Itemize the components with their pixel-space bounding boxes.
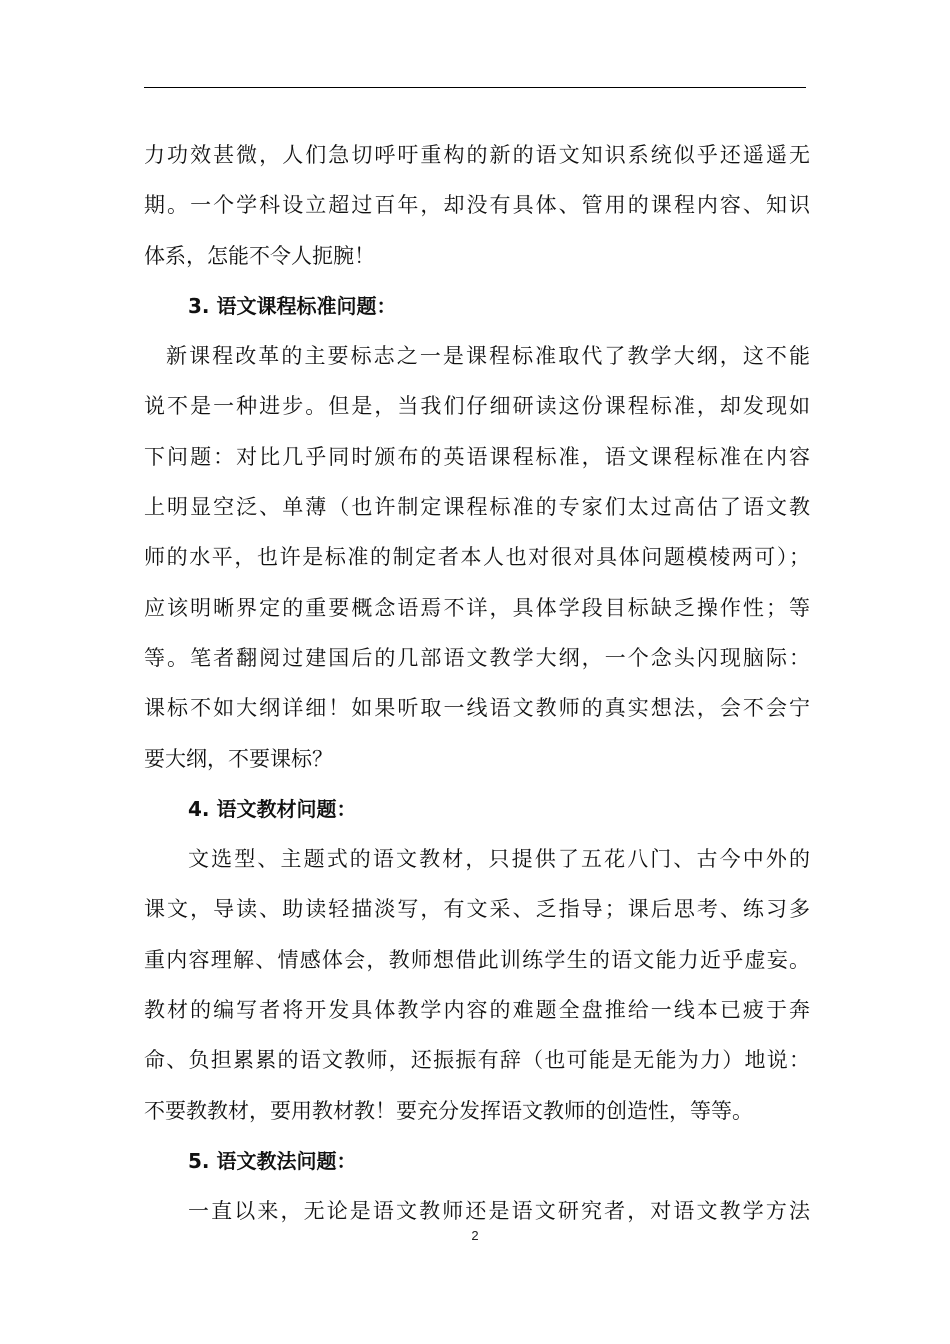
text-line: 下问题：对比几乎同时颁布的英语课程标准，语文课程标准在内容 xyxy=(144,444,810,469)
text-line: 新课程改革的主要标志之一是课程标准取代了教学大纲，这不能 xyxy=(166,344,810,369)
section-heading: 4. 语文教材问题： xyxy=(188,796,357,821)
header-rule xyxy=(144,87,806,88)
text-line: 重内容理解、情感体会，教师想借此训练学生的语文能力近乎虚妄。 xyxy=(144,947,810,972)
text-line: 师的水平，也许是标准的制定者本人也对很对具体问题模棱两可）； xyxy=(144,545,810,570)
text-line: 说不是一种进步。但是，当我们仔细研读这份课程标准，却发现如 xyxy=(144,394,810,419)
text-line: 要大纲，不要课标？ xyxy=(144,746,333,771)
body-text xyxy=(144,130,810,1237)
text-line: 教材的编写者将开发具体教学内容的难题全盘推给一线本已疲于奔 xyxy=(144,998,810,1023)
text-line: 不要教教材，要用教材教！要充分发挥语文教师的创造性，等等。 xyxy=(144,1098,753,1123)
text-line: 上明显空泛、单薄（也许制定课程标准的专家们太过高估了语文教 xyxy=(144,495,810,520)
text-line: 体系，怎能不令人扼腕！ xyxy=(144,243,375,268)
text-line: 等。笔者翻阅过建国后的几部语文教学大纲，一个念头闪现脑际： xyxy=(144,645,810,670)
page-number: 2 xyxy=(471,1228,479,1243)
text-line: 命、负担累累的语文教师，还振振有辞（也可能是无能为力）地说： xyxy=(144,1048,810,1073)
section-heading: 3. 语文课程标准问题： xyxy=(188,293,397,318)
text-line: 一直以来，无论是语文教师还是语文研究者，对语文教学方法 xyxy=(188,1199,810,1224)
text-line: 力功效甚微，人们急切呼吁重构的新的语文知识系统似乎还遥遥无 xyxy=(144,143,810,167)
text-line: 文选型、主题式的语文教材，只提供了五花八门、古今中外的 xyxy=(188,847,810,872)
text-line: 期。一个学科设立超过百年，却没有具体、管用的课程内容、知识 xyxy=(144,193,810,218)
text-line: 课标不如大纲详细！如果听取一线语文教师的真实想法，会不会宁 xyxy=(144,696,810,721)
text-line: 课文，导读、助读轻描淡写，有文采、乏指导；课后思考、练习多 xyxy=(144,897,810,922)
text-line: 应该明晰界定的重要概念语焉不详，具体学段目标缺乏操作性；等 xyxy=(144,595,810,620)
section-heading: 5. 语文教法问题： xyxy=(188,1148,357,1173)
